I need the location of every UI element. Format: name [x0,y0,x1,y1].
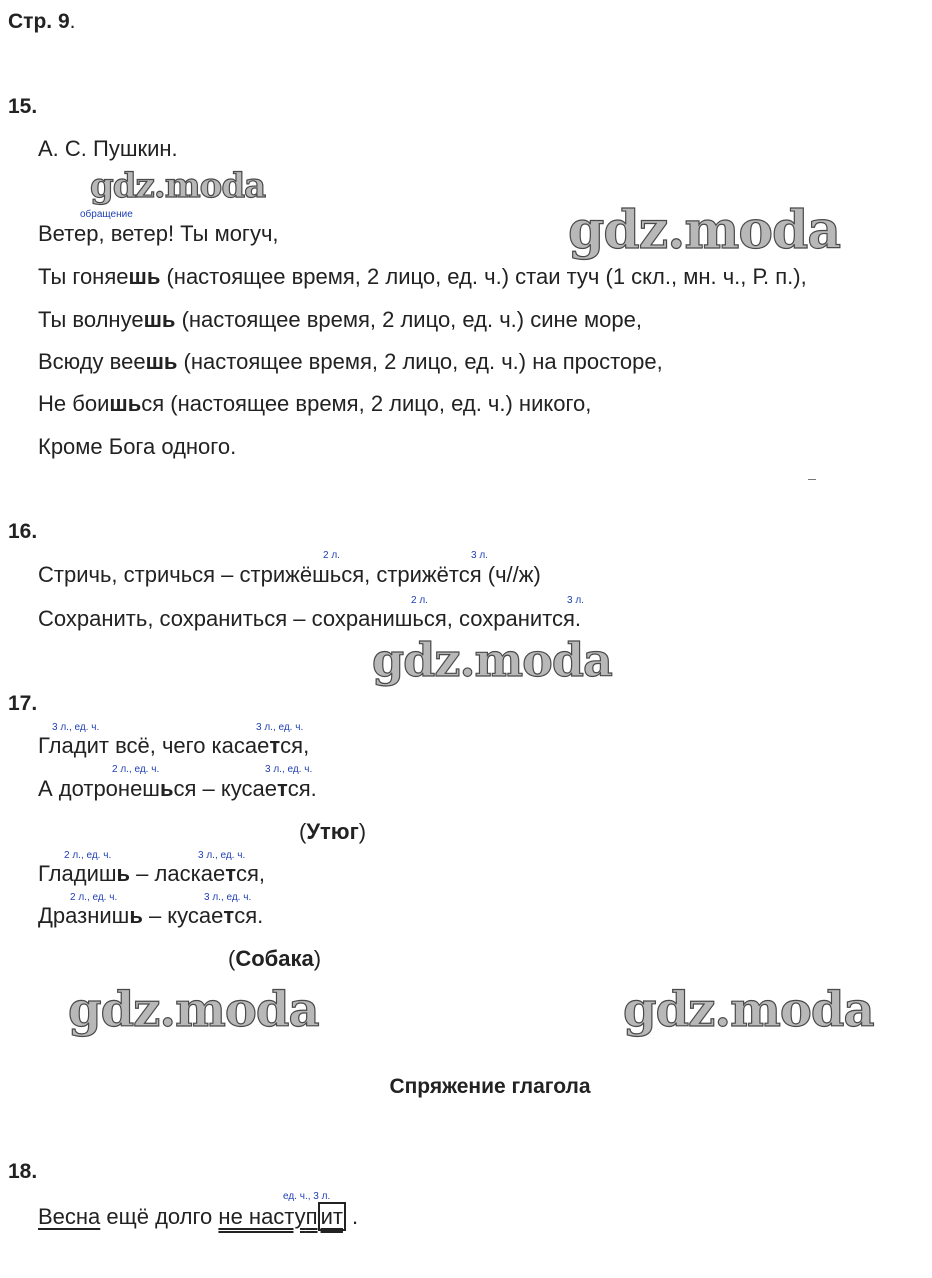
exercise-16-number: 16. [8,520,38,543]
annotation-3l-sg: 3 л., ед. ч. [198,850,246,861]
ex16-line-1: Стричь, стричься – стрижёшься, стрижётся (ч//ж) [38,562,541,587]
exercise-18-number: 18. [8,1160,38,1183]
annotation-address: обращение [80,209,133,220]
poem-line-6: Кроме Бога одного. [38,434,237,459]
poem-line-4: Всюду веешь (настоящее время, 2 лицо, ед. ч.) на просторе, [38,349,663,374]
ex16-line-2: Сохранить, сохраниться – сохранишься, сохранится. [38,606,581,631]
annotation-2l-sg: 2 л., ед. ч. [70,892,118,903]
riddle1-line-1: Гладит всё, чего касается, [38,733,310,758]
predicate: не наступ ит [218,1202,346,1231]
annotation-2l-sg: 2 л., ед. ч. [64,850,112,861]
riddle2-answer: (Собака) [228,946,322,971]
section-title: Спряжение глагола [389,1075,591,1098]
watermark: gdz.moda [372,633,612,687]
watermark: gdz.moda [623,982,874,1038]
subject: Весна [38,1204,101,1229]
annotation-2l: 2 л. [323,550,340,561]
annotation-3l: 3 л. [567,595,584,606]
annotation-2l-sg: 2 л., ед. ч. [112,764,160,775]
poem-line-5: Не боишься (настоящее время, 2 лицо, ед. ч.) никого, [38,391,592,416]
annotation-3l-sg: 3 л., ед. ч. [204,892,252,903]
watermark: gdz.moda [90,166,266,206]
watermark: gdz.moda [568,200,841,261]
ending-box: ит [318,1202,346,1231]
annotation-3l-sg: 3 л., ед. ч. [265,764,313,775]
riddle2-line-1: Гладишь – ласкается, [38,861,265,886]
exercise-15-number: 15. [8,95,38,118]
ex18-sentence: Весна ещё долго не наступ ит . [38,1204,359,1229]
annotation-3l: 3 л. [471,550,488,561]
annotation-sg-3l: ед. ч., 3 л. [283,1191,331,1202]
annotation-3l-sg: 3 л., ед. ч. [256,722,304,733]
exercise-17-number: 17. [8,692,38,715]
annotation-2l: 2 л. [411,595,428,606]
riddle2-line-2: Дразнишь – кусается. [38,903,264,928]
poem-author: А. С. Пушкин. [38,136,178,161]
riddle1-answer: (Утюг) [299,819,367,844]
page-reference: Стр. 9. [8,10,76,33]
annotation-3l-sg: 3 л., ед. ч. [52,722,100,733]
stray-dash [808,479,816,480]
poem-line-1: Ветер, ветер! Ты могуч, [38,221,279,246]
poem-line-2: Ты гоняешь (настоящее время, 2 лицо, ед. ч.) стаи туч (1 скл., мн. ч., Р. п.), [38,264,807,289]
watermark: gdz.moda [68,982,319,1038]
poem-line-3: Ты волнуешь (настоящее время, 2 лицо, ед. ч.) сине море, [38,307,642,332]
riddle1-line-2: А дотронешься – кусается. [38,776,317,801]
